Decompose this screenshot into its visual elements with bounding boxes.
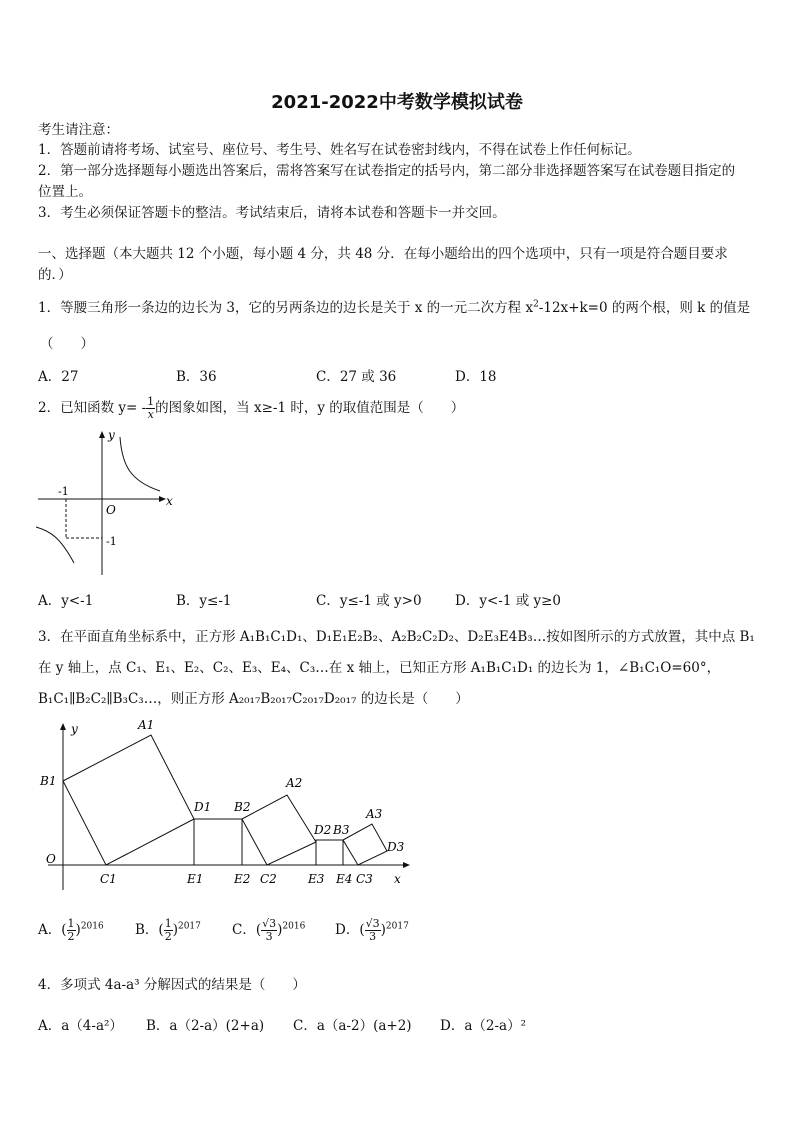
question-1: 1．等腰三角形一条边的边长为 3，它的另两条边的边长是关于 x 的一元二次方程 $x^2-12x+k=0$ 的两个根，则 k 的值是 [38,299,751,316]
label: C1 [100,872,117,886]
page-title: 2021-2022中考数学模拟试卷 [271,92,523,113]
origin-label: O [106,503,116,517]
option-d[interactable]: D．( $\frac{√3}{3}$ )$^{2017}$ [335,917,409,943]
question-2: 2．已知函数 y= - $\frac{1}{x}$ 的图象如图，当 x≥-1 时，y 的取值范围是（ ） [38,395,465,421]
label: B1 [40,774,57,788]
label: E4 [336,872,353,886]
label: D3 [387,840,405,854]
label: E1 [187,872,204,886]
question-3-line2: 在 y 轴上，点 C₁、E₁、E₂、C₂、E₃、E₄、C₃…在 x 轴上，已知正方形 A₁B₁C₁D₁ 的边长为 1，∠B₁C₁O=60°， [38,660,721,676]
option-b[interactable]: B．y≤-1 [176,593,232,609]
option-c[interactable]: C．a（a-2）(a+2) [293,1018,412,1034]
option-c[interactable]: C．27 或 36 [316,369,397,385]
option-b[interactable]: B．( $\frac{1}{2}$ )$^{2017}$ [135,917,201,943]
section-heading-cont: 的．） [38,267,72,283]
option-d[interactable]: D．a（2-a）² [440,1018,526,1034]
label: E3 [308,872,325,886]
neg1-y-label: -1 [106,535,117,548]
label: x [394,872,401,886]
option-a[interactable]: A．y<-1 [38,593,94,609]
notice-item: 位置上。 [38,184,92,200]
label: O [46,852,56,866]
label: C3 [356,872,373,886]
squares-figure [30,715,415,895]
notice-item: 3．考生必须保证答题卡的整洁。考试结束后，请将本试卷和答题卡一并交回。 [38,205,506,221]
notice-item: 2．第一部分选择题每小题选出答案后，需将答案写在试卷指定的括号内，第二部分非选择题答案写在试卷题目指定的 [38,163,736,179]
option-b[interactable]: B．36 [176,369,217,385]
option-a[interactable]: A．( $\frac{1}{2}$ )$^{2016}$ [38,917,104,943]
section-heading: 一、选择题（本大题共 12 个小题，每小题 4 分，共 48 分．在每小题给出的四个选项中，只有一项是符合题目要求 [38,246,728,262]
answer-paren: （ ） [40,336,94,352]
label: y [71,722,78,736]
notice-heading: 考生请注意： [38,122,119,138]
label: A2 [286,776,303,790]
option-a[interactable]: A．27 [38,369,79,385]
label: D2 [314,823,332,837]
option-a[interactable]: A．a（4-a²） [38,1018,123,1034]
label: A1 [138,718,155,732]
label: C2 [260,872,277,886]
label: E2 [234,872,251,886]
option-d[interactable]: D．y<-1 或 y≥0 [455,593,562,609]
option-b[interactable]: B．a（2-a）(2+a) [146,1018,265,1034]
y-axis-label: y [108,428,115,442]
neg1-x-label: -1 [58,485,69,498]
option-c[interactable]: C．( $\frac{√3}{3}$ )$^{2016}$ [232,917,306,943]
x-axis-label: x [166,494,173,508]
label: B2 [234,800,251,814]
option-c[interactable]: C．y≤-1 或 y>0 [316,593,422,609]
option-d[interactable]: D．18 [455,369,497,385]
notice-item: 1．答题前请将考场、试室号、座位号、考生号、姓名写在试卷密封线内，不得在试卷上作任何标记。 [38,142,641,158]
label: D1 [194,800,212,814]
question-4: 4．多项式 4a-a³ 分解因式的结果是（ ） [38,977,306,993]
label: A3 [366,807,383,821]
label: B3 [333,823,350,837]
function-graph [30,425,180,580]
fraction: $\frac{1}{x}$ [147,395,155,421]
question-3-line1: 3．在平面直角坐标系中，正方形 A₁B₁C₁D₁、D₁E₁E₂B₂、A₂B₂C₂D₂、D₂E₃E4B₃…按如图所示的方式放置，其中点 B₁ [38,629,755,645]
question-3-line3: B₁C₁∥B₂C₂∥B₃C₃…，则正方形 A₂₀₁₇B₂₀₁₇C₂₀₁₇D₂₀₁₇ 的边长是（ ） [38,691,469,707]
